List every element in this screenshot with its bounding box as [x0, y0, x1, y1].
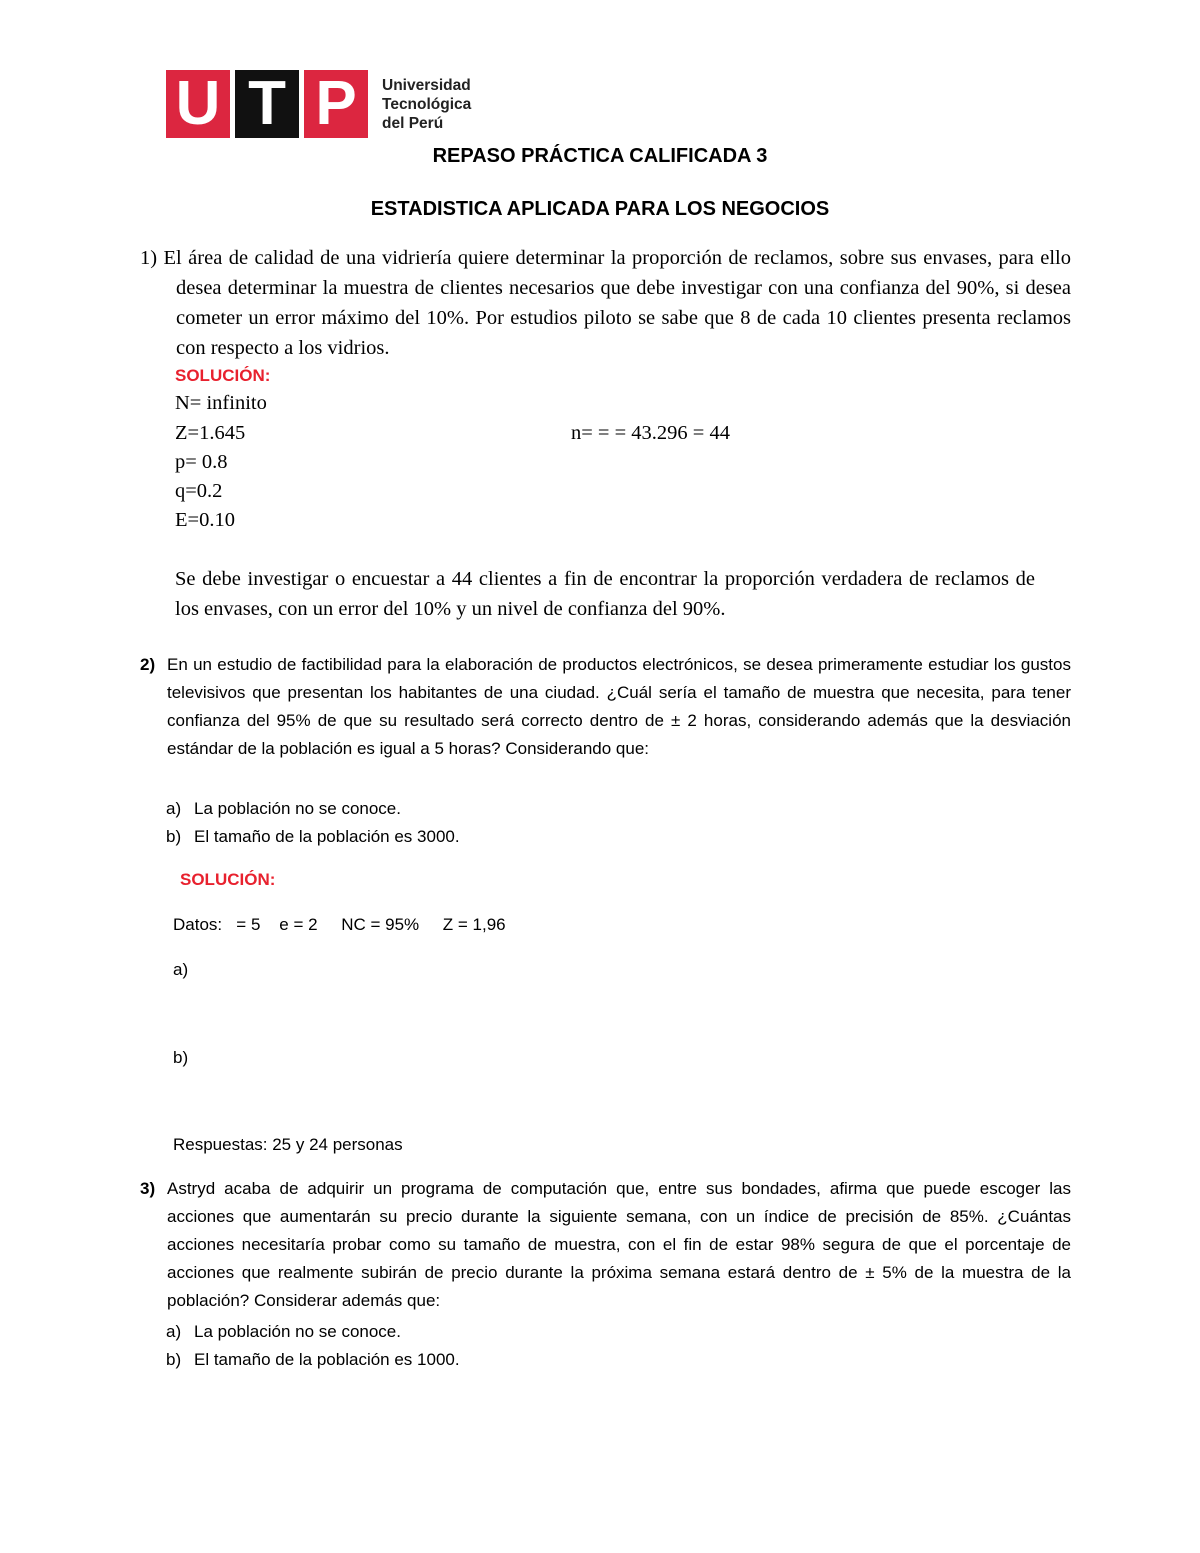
- logo-line-1: Universidad: [382, 76, 471, 94]
- question-2-text: [131, 651, 1071, 763]
- q2-option-b: [166, 823, 460, 851]
- page-title: REPASO PRÁCTICA CALIFICADA 3: [432, 145, 768, 167]
- q1-data-p: p= 0.8: [175, 451, 228, 473]
- q1-data-z: Z=1.645: [175, 422, 246, 444]
- q2-option-b-text: El tamaño de la población es 3000.: [194, 827, 460, 846]
- q1-data-n: N= infinito: [175, 392, 267, 414]
- q2-part-a: a): [173, 960, 189, 979]
- q1-conclusion: Se debe investigar o encuestar a 44 clientes a fin de encontrar la proporción verdadera de reclamos de los envases, con un error del 10% y un nivel de confianza del 90%.: [175, 568, 1035, 620]
- page-subtitle: ESTADISTICA APLICADA PARA LOS NEGOCIOS: [370, 198, 830, 220]
- q2-solution-label: SOLUCIÓN:: [180, 870, 276, 889]
- q2-option-a-text: La población no se conoce.: [194, 799, 401, 818]
- logo-letter-p: P: [304, 70, 368, 138]
- q2-part-b: b): [173, 1048, 189, 1067]
- q1-data-e: E=0.10: [175, 509, 235, 531]
- logo-letter-u: U: [166, 70, 230, 138]
- logo-wordmark: [382, 76, 471, 133]
- q2-body: En un estudio de factibilidad para la elaboración de productos electrónicos, se desea primeramente estudiar los gustos televisivos que presentan los habitantes de una ciudad. ¿Cuál sería el tamaño de muestra que necesita, para tener confianza del 95% de que su resultado será correcto dentro de ± 2 horas, considerando además que la desviación estándar de la población es igual a 5 horas? Considerando que:: [167, 655, 1071, 758]
- q3-option-a-label: a): [166, 1322, 182, 1341]
- q3-number: 3): [140, 1179, 156, 1198]
- utp-logo: [166, 70, 471, 138]
- logo-line-2: Tecnológica: [382, 95, 472, 113]
- q2-option-b-label: b): [166, 827, 182, 846]
- q2-option-a-label: a): [166, 799, 182, 818]
- question-1-text: 1) El área de calidad de una vidriería quiere determinar la proporción de reclamos, sobre sus envases, para ello desea determinar la muestra de clientes necesarios que debe investigar con una confianza del 90%, si desea cometer un error máximo del 10%. Por estudios piloto se sabe que 8 de cada 10 clientes presenta reclamos con respecto a los vidrios.: [140, 247, 1071, 359]
- q1-data-q: q=0.2: [175, 480, 223, 502]
- logo-letter-t: T: [235, 70, 299, 138]
- q1-formula: n= = = 43.296 = 44: [571, 422, 730, 444]
- q3-option-b-label: b): [166, 1350, 182, 1369]
- q3-option-a: [166, 1318, 401, 1346]
- q2-number: 2): [140, 655, 156, 674]
- question-3-text: [131, 1175, 1071, 1315]
- q3-option-b: [166, 1346, 460, 1374]
- logo-line-3: del Perú: [382, 114, 444, 132]
- q3-option-b-text: El tamaño de la población es 1000.: [194, 1350, 460, 1369]
- q2-answer: Respuestas: 25 y 24 personas: [173, 1135, 403, 1154]
- q2-datos: Datos: = 5 e = 2 NC = 95% Z = 1,96: [173, 915, 506, 934]
- q3-body: Astryd acaba de adquirir un programa de computación que, entre sus bondades, afirma que puede escoger las acciones que aumentarán su precio durante la siguiente semana, con un índice de precisión de 85%. ¿Cuántas acciones necesitaría probar como su tamaño de muestra, con el fin de estar 98% segura de que el porcentaje de acciones que realmente subirán de precio durante la próxima semana estará dentro de ± 5% de la muestra de la población? Considerar además que:: [167, 1179, 1071, 1310]
- q3-option-a-text: La población no se conoce.: [194, 1322, 401, 1341]
- q1-solution-label: SOLUCIÓN:: [175, 366, 271, 385]
- q2-option-a: [166, 795, 401, 823]
